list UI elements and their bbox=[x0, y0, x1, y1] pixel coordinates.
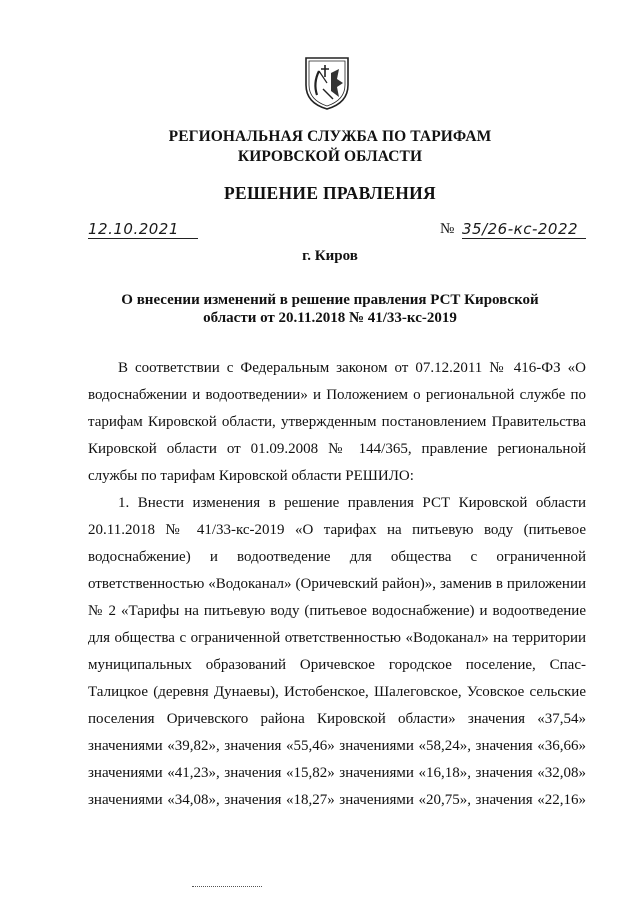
footer-mark bbox=[192, 886, 262, 887]
body-line: поселения Оричевского района Кировской области» значения «37,54» bbox=[88, 711, 586, 727]
decision-number: 35/26-кс-2022 bbox=[462, 220, 586, 239]
decision-date: 12.10.2021 bbox=[88, 220, 198, 239]
body-line: 1. Внести изменения в решение правления РСТ Кировской области bbox=[118, 495, 586, 511]
body-line: 20.11.2018 № 41/33-кс-2019 «О тарифах на питьевую воду (питьевое bbox=[88, 522, 586, 538]
body-line: Кировской области от 01.09.2008 № 144/365, правление региональной bbox=[88, 441, 586, 457]
body-line: тарифам Кировской области, утвержденным постановлением Правительства bbox=[88, 414, 586, 430]
city-name: г. Киров bbox=[302, 248, 358, 264]
subject-line: области от 20.11.2018 № 41/33-кс-2019 bbox=[203, 310, 457, 326]
coat-of-arms-icon bbox=[303, 55, 351, 111]
body-line: для общества с ограниченной ответственностью «Водоканал» на территории bbox=[88, 630, 586, 646]
body-line: ответственностью «Водоканал» (Оричевский район)», заменив в приложении bbox=[88, 576, 586, 592]
agency-name-line1: РЕГИОНАЛЬНАЯ СЛУЖБА ПО ТАРИФАМ bbox=[168, 128, 492, 145]
subject-line: О внесении изменений в решение правления РСТ Кировской bbox=[121, 292, 539, 308]
body-line: муниципальных образований Оричевское городское поселение, Спас- bbox=[88, 657, 586, 673]
body-line: Талицкое (деревня Дунаевы), Истобенское, Шалеговское, Усовское сельские bbox=[88, 684, 586, 700]
body-line: водоснабжение) и водоотведение для общества с ограниченной bbox=[88, 549, 586, 565]
agency-name-line2: КИРОВСКОЙ ОБЛАСТИ bbox=[237, 148, 423, 165]
decision-title: РЕШЕНИЕ ПРАВЛЕНИЯ bbox=[224, 183, 436, 203]
body-line: водоснабжении и водоотведении» и Положением о региональной службе по bbox=[88, 387, 586, 403]
body-line: В соответствии с Федеральным законом от 07.12.2011 № 416-ФЗ «О bbox=[118, 360, 586, 376]
body-line: значениями «34,08», значения «18,27» значениями «20,75», значения «22,16» bbox=[88, 792, 586, 808]
body-line: № 2 «Тарифы на питьевую воду (питьевое водоснабжение) и водоотведение bbox=[88, 603, 586, 619]
number-label: № bbox=[440, 221, 455, 237]
body-line: значениями «39,82», значения «55,46» значениями «58,24», значения «36,66» bbox=[88, 738, 586, 754]
body-line: значениями «41,23», значения «15,82» значениями «16,18», значения «32,08» bbox=[88, 765, 586, 781]
body-line: службы по тарифам Кировской области РЕШИЛО: bbox=[88, 468, 414, 484]
